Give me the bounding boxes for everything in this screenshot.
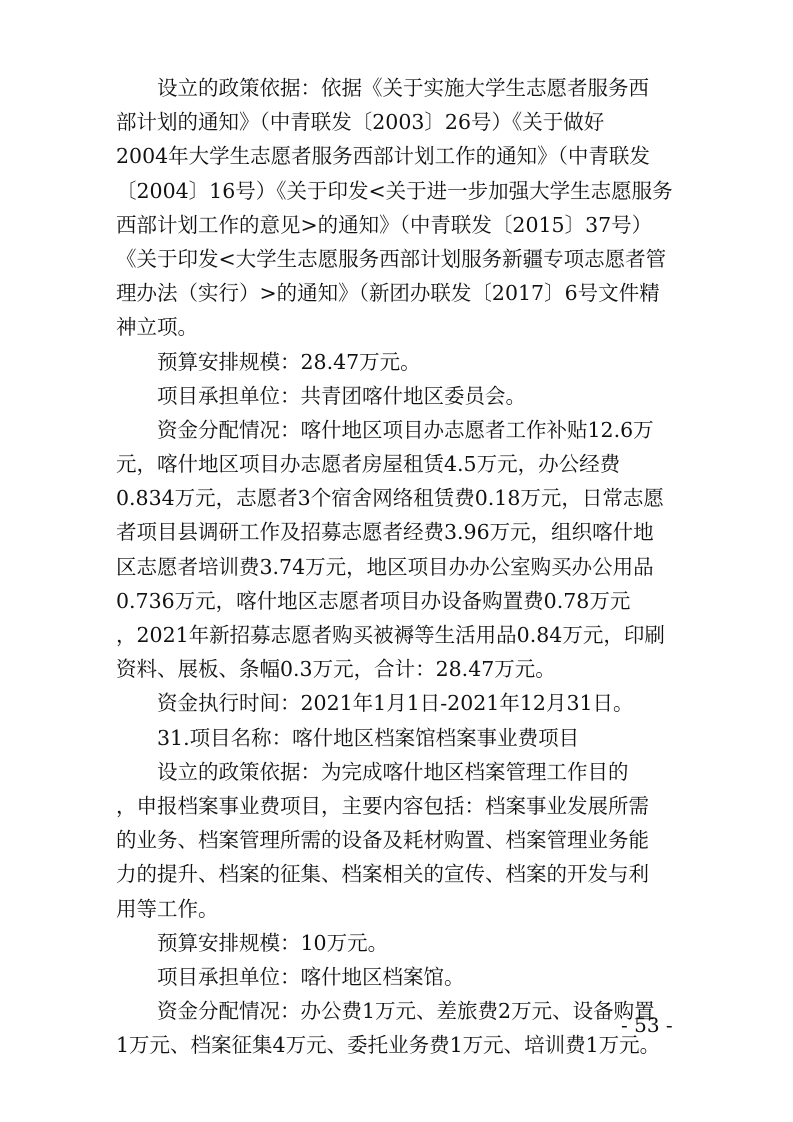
text-line: 理办法（实行）>的通知》（新团办联发〔2017〕6号文件精 xyxy=(116,281,660,306)
text-line: 预算安排规模：28.47万元。 xyxy=(157,349,421,374)
text-line: 西部计划工作的意见>的通知》（中青联发〔2015〕37号） xyxy=(116,212,653,237)
text-line: 《关于印发<大学生志愿服务西部计划服务新疆专项志愿者管 xyxy=(116,246,667,271)
text-line: 1万元、档案征集4万元、委托业务费1万元、培训费1万元。 xyxy=(116,1033,661,1058)
text-line: 力的提升、档案的征集、档案相关的宣传、档案的开发与利 xyxy=(116,862,649,887)
text-line: 设立的政策依据：为完成喀什地区档案管理工作目的 xyxy=(157,759,629,784)
text-line: 资金执行时间：2021年1月1日-2021年12月31日。 xyxy=(157,691,634,716)
document-body xyxy=(116,71,676,1062)
text-line: 的业务、档案管理所需的设备及耗材购置、档案管理业务能 xyxy=(116,828,649,853)
page-number: - 53 - xyxy=(621,1013,673,1037)
text-line: 部计划的通知》（中青联发〔2003〕26号）《关于做好 xyxy=(116,110,605,135)
text-line: ，申报档案事业费项目，主要内容包括：档案事业发展所需 xyxy=(116,793,649,818)
text-line: 0.834万元，志愿者3个宿舍网络租赁费0.18万元，日常志愿 xyxy=(116,486,664,511)
text-line: ，2021年新招募志愿者购买被褥等生活用品0.84万元，印刷 xyxy=(116,623,665,647)
text-line: 者项目县调研工作及招募志愿者经费3.96万元，组织喀什地 xyxy=(116,520,654,545)
text-line: 预算安排规模：10万元。 xyxy=(157,930,389,955)
text-line: 0.736万元，喀什地区志愿者项目办设备购置费0.78万元 xyxy=(116,588,631,613)
text-line: 资料、展板、条幅0.3万元，合计：28.47万元。 xyxy=(116,657,556,682)
section-heading: 31.项目名称：喀什地区档案馆档案事业费项目 xyxy=(157,725,580,750)
text-line: 设立的政策依据：依据《关于实施大学生志愿者服务西 xyxy=(157,76,649,100)
text-line: 项目承担单位：共青团喀什地区委员会。 xyxy=(157,383,526,408)
text-line: 资金分配情况：办公费1万元、差旅费2万元、设备购置 xyxy=(157,999,655,1024)
text-line: 用等工作。 xyxy=(116,896,219,921)
text-line: 项目承担单位：喀什地区档案馆。 xyxy=(157,964,465,989)
text-line: 区志愿者培训费3.74万元，地区项目办办公室购买办公用品 xyxy=(116,554,654,579)
text-line: 2004年大学生志愿者服务西部计划工作的通知》（中青联发 xyxy=(116,144,650,169)
text-line: 元，喀什地区项目办志愿者房屋租赁4.5万元，办公经费 xyxy=(116,452,621,477)
text-line: 资金分配情况：喀什地区项目办志愿者工作补贴12.6万 xyxy=(157,417,654,442)
text-line: 〔2004〕16号）《关于印发<关于进一步加强大学生志愿服务 xyxy=(116,178,673,203)
text-line: 神立项。 xyxy=(116,315,198,340)
